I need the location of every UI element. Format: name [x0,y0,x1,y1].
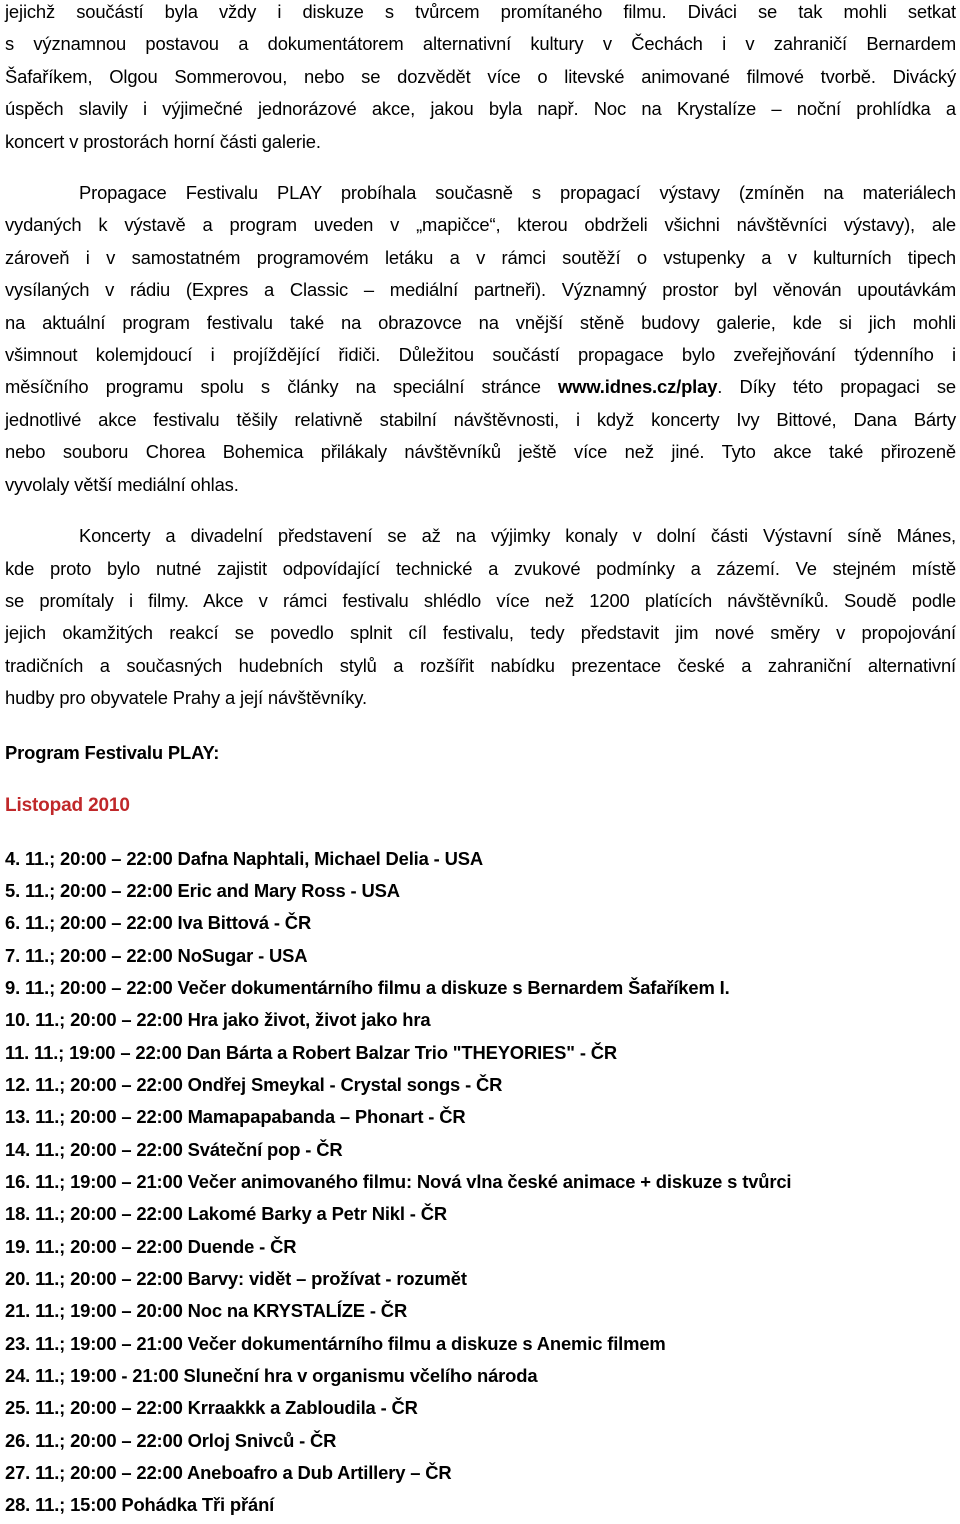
program-item: 7. 11.; 20:00 – 22:00 NoSugar - USA [5,944,308,966]
program-item: 6. 11.; 20:00 – 22:00 Iva Bittová - ČR [5,912,312,934]
text-line: hudby pro obyvatele Prahy a její návštěvníky. [5,687,367,709]
text-line: zároveň i v samostatném programovém letáku a v rámci soutěží o vstupenky a v kulturních tipech [5,246,956,268]
program-item: 27. 11.; 20:00 – 22:00 Aneboafro a Dub Artillery – ČR [5,1462,452,1484]
program-heading: Program Festivalu PLAY: [5,741,220,763]
program-item: 14. 11.; 20:00 – 22:00 Sváteční pop - ČR [5,1138,343,1160]
text-segment: měsíčního programu spolu s články na speciální stránce [5,376,559,398]
text-line: s významnou postavou a dokumentátorem alternativní kultury v Čechách i v zahraničí Bernardem [5,33,956,55]
paragraph-gap [5,769,956,790]
program-item: 26. 11.; 20:00 – 22:00 Orloj Snivců - ČR [5,1429,337,1451]
website-link[interactable]: www.idnes.cz/play [558,376,718,398]
text-line: vyvolaly větší mediální ohlas. [5,473,239,495]
text-line: vydaných k výstavě a program uveden v „mapičce“, kterou obdrželi všichni návštěvníci výstavy), ale [5,214,956,236]
text-line: všimnout kolemjdoucí i projíždějící řidiči. Důležitou součástí propagace bylo zveřejňování týdenního i [5,344,956,366]
program-item: 13. 11.; 20:00 – 22:00 Mamapapabanda – Phonart - ČR [5,1106,466,1128]
text-line: nebo souboru Chorea Bohemica přilákaly návštěvníků ještě více než jiné. Tyto akce také přirozeně [5,441,956,463]
program-item: 5. 11.; 20:00 – 22:00 Eric and Mary Ross - USA [5,879,400,901]
program-item: 24. 11.; 19:00 - 21:00 Sluneční hra v organismu včelího národa [5,1365,538,1387]
text-line: se promítaly i filmy. Akce v rámci festivalu shlédlo více než 1200 platících návštěvníků. Soudě podle [5,589,956,611]
program-item: 21. 11.; 19:00 – 20:00 Noc na KRYSTALÍZE - ČR [5,1300,408,1322]
paragraph-concerts [5,520,956,714]
program-item: 28. 11.; 15:00 Pohádka Tři přání [5,1494,275,1516]
text-line: Propagace Festivalu PLAY probíhala současně s propagací výstavy (zmíněn na materiálech [79,182,956,204]
text-line: úspěch slavily i výjimečné jednorázové akce, jakou byla např. Noc na Krystalíze – noční prohlídka a [5,98,956,120]
paragraph-gap [5,822,956,843]
program-item: 10. 11.; 20:00 – 22:00 Hra jako život, život jako hra [5,1009,431,1031]
program-item: 25. 11.; 20:00 – 22:00 Krraakkk a Zabloudila - ČR [5,1397,418,1419]
program-item: 11. 11.; 19:00 – 22:00 Dan Bárta a Robert Balzar Trio "THEYORIES" - ČR [5,1041,618,1063]
text-line-with-link [5,371,956,403]
text-line: jejich okamžitých reakcí se povedlo splnit cíl festivalu, tedy představit jim nové směry v propojování [5,622,956,644]
text-line: jejichž součástí byla vždy i diskuze s tvůrcem promítaného filmu. Diváci se tak mohli setkat [5,1,956,22]
program-item: 19. 11.; 20:00 – 22:00 Duende - ČR [5,1235,297,1257]
paragraph-gap [5,501,956,520]
text-line: vysílaných v rádiu (Expres a Classic – mediální partneři). Významný prostor byl věnován upoutávkám [5,279,956,301]
text-line: kde proto bylo nutné zajistit odpovídající technické a zvukové podmínky a zázemí. Ve stejném místě [5,557,956,579]
program-item: 4. 11.; 20:00 – 22:00 Dafna Naphtali, Michael Delia - USA [5,847,483,869]
paragraph-gap [5,715,956,737]
text-line: koncert v prostorách horní části galerie. [5,130,321,152]
program-item: 12. 11.; 20:00 – 22:00 Ondřej Smeykal - Crystal songs - ČR [5,1073,503,1095]
text-line: na aktuální program festivalu také na obrazovce na vnější stěně budovy galerie, kde si jich mohli [5,311,956,333]
paragraph-promotion [5,177,956,501]
document-page [5,0,956,1522]
program-list [5,843,956,1522]
text-line: jednotlivé akce festivalu těšily relativně stabilní návštěvnosti, i když koncerty Ivy Bittové, Dana Bárty [5,408,956,430]
program-item: 18. 11.; 20:00 – 22:00 Lakomé Barky a Petr Nikl - ČR [5,1203,447,1225]
program-item: 20. 11.; 20:00 – 22:00 Barvy: vidět – prožívat - rozumět [5,1268,467,1289]
paragraph-screenings [5,0,956,158]
text-line: Šafaříkem, Olgou Sommerovou, nebo se dozvědět více o litevské animované filmové tvorbě. Divácký [5,65,956,87]
program-item: 9. 11.; 20:00 – 22:00 Večer dokumentárního filmu a diskuze s Bernardem Šafaříkem I. [5,976,730,998]
paragraph-gap [5,158,956,177]
text-segment: . Díky této propagaci se [717,376,956,398]
text-line: Koncerty a divadelní představení se až na výjimky konaly v dolní části Výstavní síně Mánes, [79,525,956,547]
program-month: Listopad 2010 [5,794,130,816]
program-item: 16. 11.; 19:00 – 21:00 Večer animovaného filmu: Nová vlna české animace + diskuze s tvůrci [5,1170,792,1192]
program-item: 23. 11.; 19:00 – 21:00 Večer dokumentárního filmu a diskuze s Anemic filmem [5,1332,666,1354]
text-line: tradičních a současných hudebních stylů a rozšířit nabídku prezentace české a zahraniční alternativní [5,654,956,676]
